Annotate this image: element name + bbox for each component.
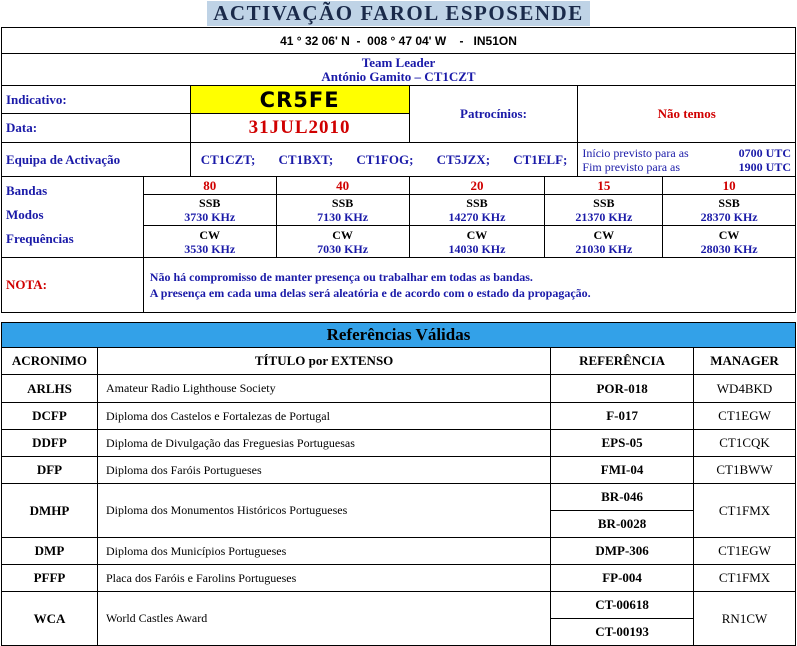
frequency: 14030 KHz (448, 241, 506, 256)
manager-cell: CT1FMX (694, 484, 796, 538)
mode-label: SSB (331, 196, 354, 210)
reference-cell: BR-0028 (551, 511, 694, 538)
ssb-20 (409, 195, 545, 226)
col-header-manager: MANAGER (694, 348, 796, 375)
mode-label: SSB (199, 196, 221, 210)
fim-label: Fim previsto para as (582, 159, 681, 174)
references-banner: Referências Válidas (2, 323, 796, 348)
team-member: CT1FOG; (356, 151, 414, 167)
reference-cell: BR-046 (551, 484, 694, 511)
table-row (2, 457, 796, 484)
title-cell: Diploma dos Castelos e Fortalezas de Portugal (97, 403, 550, 430)
mode-label: CW (593, 227, 615, 242)
manager-cell: WD4BKD (694, 375, 796, 403)
acronym-cell: ARLHS (2, 375, 98, 403)
cw-10 (663, 226, 796, 258)
indicativo-label: Indicativo: (2, 86, 191, 114)
nota-label: NOTA: (2, 258, 144, 313)
patrocinios-label: Patrocínios: (409, 86, 578, 143)
mode-label: SSB (718, 196, 740, 210)
table-row (2, 592, 796, 619)
band-40: 40 (276, 177, 409, 195)
frequency: 7030 KHz (317, 241, 369, 256)
team-member: CT1BXT; (278, 151, 334, 167)
ssb-40 (276, 195, 409, 226)
nota-line-2: A presença em cada uma delas será aleatória e de acordo com o estado da propagação. (149, 286, 591, 300)
title-cell: Placa dos Faróis e Farolins Portugueses (97, 565, 550, 592)
title-cell: World Castles Award (97, 592, 550, 646)
table-row (2, 565, 796, 592)
mode-label: CW (199, 227, 221, 242)
table-row (2, 538, 796, 565)
manager-cell: CT1EGW (694, 403, 796, 430)
reference-cell: F-017 (551, 403, 694, 430)
callsign-value: CR5FE (190, 86, 409, 114)
ssb-15 (545, 195, 663, 226)
page-title: ACTIVAÇÃO FAROL ESPOSENDE (207, 1, 589, 26)
reference-cell: EPS-05 (551, 430, 694, 457)
mode-label: CW (332, 227, 353, 242)
bandas-label: Bandas (6, 183, 48, 198)
page-title-wrap (0, 0, 797, 27)
mode-label: CW (466, 227, 488, 242)
frequencias-label: Frequências (6, 231, 74, 246)
team-leader-label: Team Leader (361, 54, 436, 70)
acronym-cell: DFP (2, 457, 98, 484)
acronym-cell: DMHP (2, 484, 98, 538)
acronym-cell: DMP (2, 538, 98, 565)
data-label: Data: (2, 114, 191, 143)
band-10: 10 (663, 177, 796, 195)
band-20: 20 (409, 177, 545, 195)
mode-label: SSB (466, 196, 488, 210)
reference-cell: FMI-04 (551, 457, 694, 484)
frequency: 7130 KHz (317, 210, 369, 224)
team-member: CT1ELF; (513, 151, 568, 167)
cw-15 (545, 226, 663, 258)
title-cell: Diploma dos Municípios Portugueses (97, 538, 550, 565)
ssb-80 (143, 195, 276, 226)
modos-label: Modos (6, 207, 44, 222)
table-row (2, 375, 796, 403)
frequency: 28370 KHz (700, 210, 758, 224)
title-cell: Diploma dos Faróis Portugueses (97, 457, 550, 484)
nota-text (143, 258, 795, 313)
team-members (190, 143, 578, 177)
team-member: CT5JZX; (436, 151, 491, 167)
inicio-label: Início previsto para as (582, 145, 689, 160)
frequency: 3730 KHz (184, 210, 236, 224)
frequency: 21370 KHz (575, 210, 633, 224)
cw-80 (143, 226, 276, 258)
manager-cell: CT1CQK (694, 430, 796, 457)
cw-20 (409, 226, 545, 258)
acronym-cell: WCA (2, 592, 98, 646)
acronym-cell: DDFP (2, 430, 98, 457)
date-value: 31JUL2010 (190, 114, 409, 143)
activation-info-table (1, 27, 796, 313)
manager-cell: CT1BWW (694, 457, 796, 484)
fim-value: 1900 UTC (738, 159, 791, 174)
cw-40 (276, 226, 409, 258)
acronym-cell: DCFP (2, 403, 98, 430)
equipa-label: Equipa de Activação (2, 143, 191, 177)
title-cell: Diploma de Divulgação das Freguesias Portuguesas (97, 430, 550, 457)
reference-cell: DMP-306 (551, 538, 694, 565)
table-row (2, 430, 796, 457)
schedule-cell (578, 143, 796, 177)
team-leader-cell (2, 54, 796, 86)
manager-cell: RN1CW (694, 592, 796, 646)
reference-cell: CT-00618 (551, 592, 694, 619)
band-15: 15 (545, 177, 663, 195)
acronym-cell: PFFP (2, 565, 98, 592)
col-header-title: TÍTULO por EXTENSO (97, 348, 550, 375)
bands-labels (2, 177, 144, 258)
frequency: 3530 KHz (184, 241, 236, 256)
frequency: 21030 KHz (575, 241, 633, 256)
table-row (2, 403, 796, 430)
col-header-reference: REFERÊNCIA (551, 348, 694, 375)
inicio-value: 0700 UTC (738, 145, 791, 160)
title-cell: Diploma dos Monumentos Históricos Portugueses (97, 484, 550, 538)
reference-cell: POR-018 (551, 375, 694, 403)
frequency: 28030 KHz (700, 241, 758, 256)
coordinates: 41 ° 32 06' N - 008 ° 47 04' W - IN51ON (2, 28, 796, 54)
frequency: 14270 KHz (448, 210, 506, 224)
team-member: CT1CZT; (200, 151, 256, 167)
mode-label: CW (718, 227, 740, 242)
references-table (1, 322, 796, 646)
manager-cell: CT1EGW (694, 538, 796, 565)
title-cell: Amateur Radio Lighthouse Society (97, 375, 550, 403)
mode-label: SSB (593, 196, 615, 210)
nota-line-1: Não há compromisso de manter presença ou trabalhar em todas as bandas. (149, 270, 533, 284)
patrocinios-value: Não temos (578, 86, 796, 143)
manager-cell: CT1FMX (694, 565, 796, 592)
table-row (2, 484, 796, 511)
team-leader-name: António Gamito – CT1CZT (321, 68, 476, 84)
ssb-10 (663, 195, 796, 226)
col-header-acronym: ACRONIMO (2, 348, 98, 375)
reference-cell: CT-00193 (551, 619, 694, 646)
reference-cell: FP-004 (551, 565, 694, 592)
band-80: 80 (143, 177, 276, 195)
